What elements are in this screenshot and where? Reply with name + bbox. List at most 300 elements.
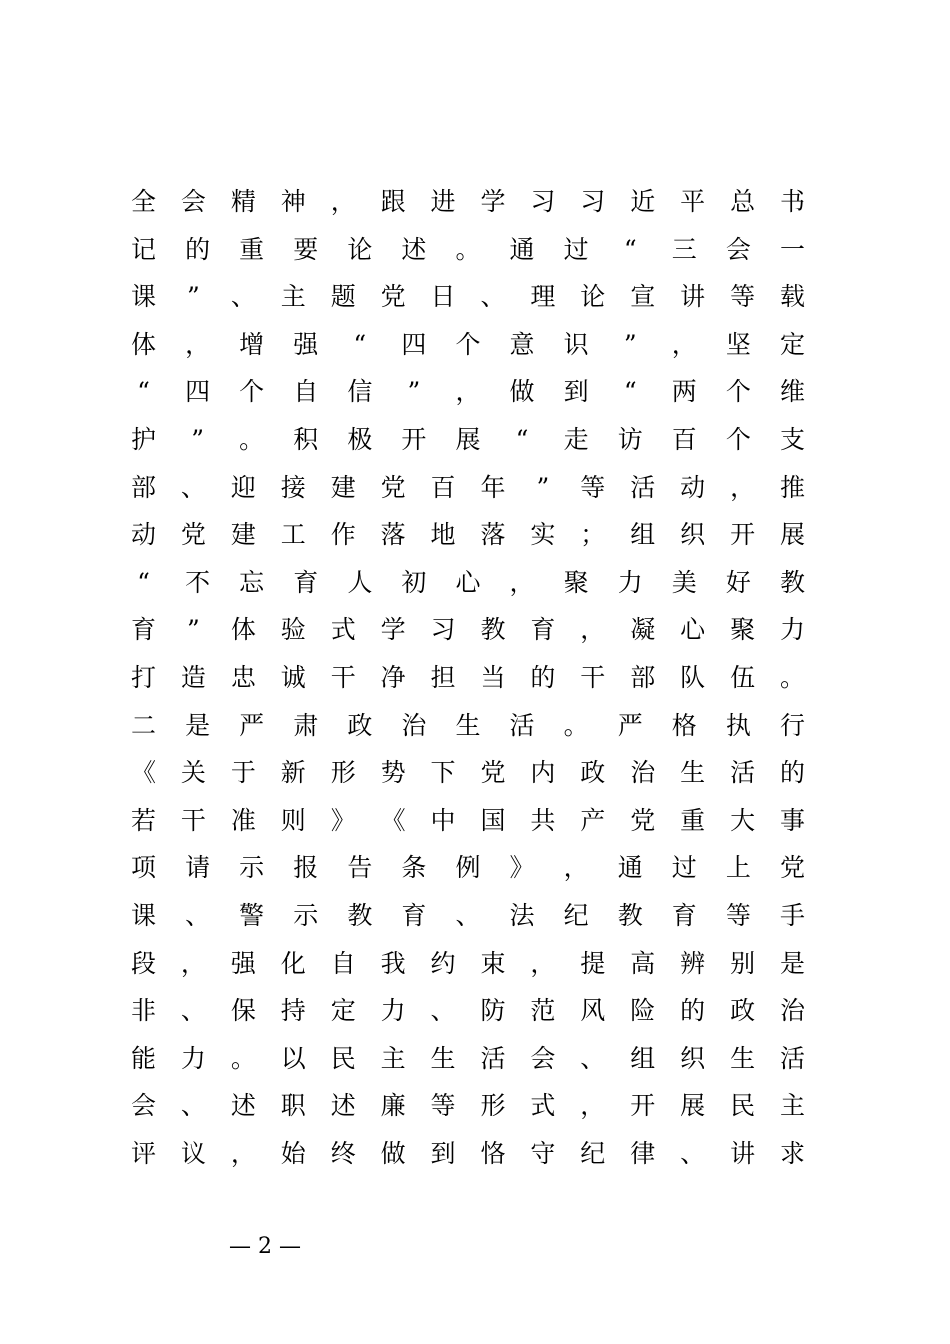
body-text [131,178,805,1177]
text-char: 式 [530,1091,556,1121]
text-char: 等 [430,1091,456,1121]
text-line [131,749,805,797]
text-char: 段 [131,948,157,978]
text-char: 四 [401,329,427,359]
text-char: 示 [293,900,319,930]
text-char: 论 [347,234,373,264]
text-char: 政 [580,758,606,788]
text-char: 项 [131,853,157,883]
text-char: 。 [455,234,481,264]
text-char: 两 [671,377,697,407]
text-char: 事 [779,805,805,835]
text-char: 、 [455,900,481,930]
text-char: 强 [293,329,319,359]
text-line [131,511,805,559]
text-char: 民 [330,1043,356,1073]
text-char: 教 [617,900,643,930]
text-char: 约 [430,948,456,978]
text-line [131,606,805,654]
text-char: 关 [180,758,206,788]
text-char: 访 [617,424,643,454]
text-char: 初 [401,567,427,597]
text-char: 干 [580,662,606,692]
text-char: 育 [401,900,427,930]
text-char: 自 [330,948,356,978]
text-char: 教 [347,900,373,930]
text-char: 通 [617,853,643,883]
text-char: 走 [563,424,589,454]
text-char: 要 [293,234,319,264]
text-char: 形 [480,1091,506,1121]
text-char: 组 [630,520,656,550]
text-char: 建 [230,520,256,550]
text-char: 净 [380,662,406,692]
text-char: 识 [563,329,589,359]
text-char: 三 [671,234,697,264]
text-char: 下 [430,758,456,788]
text-char: 中 [430,805,456,835]
text-char: 个 [725,424,751,454]
text-char: 支 [779,424,805,454]
text-char: 》 [330,805,356,835]
text-char: 险 [630,996,656,1026]
text-char: 条 [401,853,427,883]
text-char: 一 [779,234,805,264]
text-char: 聚 [730,615,756,645]
text-char: 展 [455,424,481,454]
text-char: 纪 [563,900,589,930]
text-char: 形 [330,758,356,788]
text-char: 体 [230,615,256,645]
text-char: 告 [347,853,373,883]
text-line [131,559,805,607]
text-char: 治 [779,996,805,1026]
text-char: 力 [180,1043,206,1073]
text-char: 国 [480,805,506,835]
text-char: “ [137,377,150,407]
text-char: 全 [131,187,157,216]
text-line [131,416,805,464]
text-char: 。 [239,424,265,454]
text-char: 习 [430,615,456,645]
text-char: 干 [180,805,206,835]
text-char: 组 [630,1043,656,1073]
text-char: 非 [131,996,157,1026]
text-char: 议 [180,1138,206,1168]
text-char: 范 [530,996,556,1026]
text-char: 自 [293,377,319,407]
text-char: 内 [530,758,556,788]
text-char: 做 [509,377,535,407]
text-char: 终 [330,1138,356,1168]
text-char: 开 [401,424,427,454]
text-char: 活 [779,1043,805,1073]
text-char: 我 [380,948,406,978]
text-char: 力 [779,615,805,645]
text-char: 定 [779,329,805,359]
text-char: 育 [530,615,556,645]
text-char: 总 [730,187,756,216]
text-char: 肃 [293,710,319,740]
text-char: 部 [131,472,157,502]
text-char: ” [187,282,200,312]
text-char: 持 [280,996,306,1026]
text-char: 宣 [630,282,656,312]
text-char: 评 [131,1138,157,1168]
text-char: 担 [430,662,456,692]
text-char: 行 [779,710,805,740]
text-char: 生 [730,1043,756,1073]
text-char: 展 [680,1091,706,1121]
text-char: 生 [455,710,481,740]
text-char: 高 [630,948,656,978]
text-char: 律 [630,1138,656,1168]
text-char: 美 [671,567,697,597]
text-char: 增 [239,329,265,359]
text-char: 会 [180,187,206,216]
text-char: 动 [680,472,706,502]
text-char: 若 [131,805,157,835]
text-char: 警 [239,900,265,930]
text-char: 的 [530,662,556,692]
text-char: 风 [580,996,606,1026]
text-char: 课 [131,900,157,930]
text-char: 的 [185,234,211,264]
text-char: 近 [630,187,656,216]
text-line [131,892,805,940]
text-char: 开 [730,520,756,550]
text-char: 凝 [630,615,656,645]
text-char: 学 [480,187,506,216]
text-line [131,368,805,416]
text-char: 人 [347,567,373,597]
text-char: 部 [630,662,656,692]
text-char: 党 [480,758,506,788]
text-char: 、 [180,996,206,1026]
text-char: ， [180,948,206,978]
text-char: 治 [630,758,656,788]
text-char: ， [530,948,556,978]
text-char: 求 [779,1138,805,1168]
text-char: 讲 [680,282,706,312]
text-line [131,702,805,750]
text-char: 跟 [380,187,406,216]
text-char: 地 [430,520,456,550]
text-char: 织 [680,520,706,550]
text-char: 教 [480,615,506,645]
text-line [131,797,805,845]
text-char: 党 [630,805,656,835]
text-char: ， [330,187,356,216]
text-char: 是 [185,710,211,740]
text-char: 建 [330,472,356,502]
text-char: 落 [380,520,406,550]
text-char: 不 [185,567,211,597]
text-char: 干 [330,662,356,692]
text-char: 《 [380,805,406,835]
text-char: 、 [180,472,206,502]
text-char: 极 [347,424,373,454]
text-char: 接 [280,472,306,502]
text-char: 会 [530,1043,556,1073]
text-char: 习 [530,187,556,216]
text-char: 党 [380,472,406,502]
text-char: 护 [131,424,157,454]
text-char: 述 [401,234,427,264]
text-char: 执 [725,710,751,740]
text-char: 手 [779,900,805,930]
text-char: 的 [680,996,706,1026]
text-char: 例 [455,853,481,883]
text-char: 是 [779,948,805,978]
text-char: 忘 [239,567,265,597]
text-char: 主 [280,282,306,312]
text-char: 作 [330,520,356,550]
text-char: 学 [380,615,406,645]
text-char: ” [536,472,550,502]
text-char: 保 [230,996,256,1026]
text-char: 主 [779,1091,805,1121]
text-char: 过 [563,234,589,264]
text-char: 势 [380,758,406,788]
text-char: 新 [280,758,306,788]
text-char: 》 [509,853,535,883]
text-char: 主 [380,1043,406,1073]
text-char: 述 [330,1091,356,1121]
text-char: ， [185,329,211,359]
text-char: 请 [185,853,211,883]
text-char: 严 [617,710,643,740]
text-line [131,464,805,512]
text-char: 积 [293,424,319,454]
text-char: 、 [480,282,506,312]
text-char: 平 [680,187,706,216]
text-char: ， [730,472,756,502]
text-char: 。 [563,710,589,740]
text-char: 上 [725,853,751,883]
text-char: 推 [779,472,805,502]
text-char: ” [407,377,421,407]
text-char: 辨 [680,948,706,978]
text-char: 育 [131,615,157,645]
text-char: 题 [330,282,356,312]
text-char: ； [580,520,606,550]
text-char: 记 [131,234,157,264]
text-char: 等 [730,282,756,312]
text-char: ， [230,1138,256,1168]
text-char: 个 [725,377,751,407]
text-char: ” [187,615,200,645]
text-char: 动 [131,520,157,550]
text-char: 党 [779,853,805,883]
text-char: 神 [280,187,306,216]
text-char: 维 [779,377,805,407]
text-char: “ [623,234,637,264]
text-char: 打 [131,662,157,692]
text-char: 教 [779,567,805,597]
text-char: 队 [680,662,706,692]
text-char: 当 [480,662,506,692]
text-char: 日 [430,282,456,312]
text-line [131,844,805,892]
text-char: 则 [280,805,306,835]
text-char: 守 [530,1138,556,1168]
text-char: 、 [680,1138,706,1168]
text-char: 活 [480,1043,506,1073]
text-char: 式 [330,615,356,645]
text-char: 到 [430,1138,456,1168]
text-line [131,654,805,702]
text-line [131,1130,805,1178]
page-number: — 2 — [229,1234,301,1259]
text-char: 通 [509,234,535,264]
text-char: 论 [580,282,606,312]
text-char: 迎 [230,472,256,502]
text-char: 民 [730,1091,756,1121]
text-char: 进 [430,187,456,216]
text-char: 伍 [730,662,756,692]
text-char: 体 [131,329,157,359]
text-char: 活 [509,710,535,740]
text-char: “ [623,377,637,407]
text-char: 别 [730,948,756,978]
text-char: 防 [480,996,506,1026]
text-char: 生 [680,758,706,788]
text-char: 理 [530,282,556,312]
text-char: 治 [401,710,427,740]
text-char: 、 [185,900,211,930]
text-char: 讲 [730,1138,756,1168]
text-char: 党 [380,282,406,312]
text-char: 。 [779,662,805,692]
text-line [131,987,805,1035]
text-char: 心 [455,567,481,597]
text-char: ， [580,1091,606,1121]
text-char: 能 [131,1043,157,1073]
text-char: “ [137,567,150,597]
text-line [131,321,805,369]
text-char: 诚 [280,662,306,692]
text-char: 政 [730,996,756,1026]
text-char: 力 [617,567,643,597]
text-char: 精 [230,187,256,216]
text-char: ， [509,567,535,597]
text-line [131,1035,805,1083]
text-char: “ [515,424,529,454]
text-char: 法 [509,900,535,930]
text-char: 的 [779,758,805,788]
text-char: 始 [280,1138,306,1168]
text-char: 格 [671,710,697,740]
text-char: 开 [630,1091,656,1121]
text-char: 过 [671,853,697,883]
text-char: 个 [455,329,481,359]
text-char: 述 [230,1091,256,1121]
text-char: 报 [293,853,319,883]
text-char: 会 [131,1091,157,1121]
text-char: 。 [230,1043,256,1073]
text-char: 四 [185,377,211,407]
text-char: ” [623,329,637,359]
text-char: 百 [671,424,697,454]
text-char: 以 [280,1043,306,1073]
text-char: 坚 [725,329,751,359]
text-char: 力 [380,996,406,1026]
text-char: ” [191,424,204,454]
text-char: 党 [180,520,206,550]
text-char: 、 [580,1043,606,1073]
text-char: ， [455,377,481,407]
text-line [131,273,805,321]
text-char: 提 [580,948,606,978]
text-char: 到 [563,377,589,407]
text-char: 、 [230,282,256,312]
text-char: 忠 [230,662,256,692]
text-char: 做 [380,1138,406,1168]
text-char: 织 [680,1043,706,1073]
text-char: 百 [430,472,456,502]
text-char: 育 [671,900,697,930]
text-char: 严 [239,710,265,740]
text-line [131,226,805,274]
text-char: 、 [430,996,456,1026]
text-char: 政 [347,710,373,740]
text-char: 二 [131,710,157,740]
text-char: 准 [230,805,256,835]
text-char: 产 [580,805,606,835]
text-char: 聚 [563,567,589,597]
text-char: 年 [480,472,506,502]
text-char: 束 [480,948,506,978]
text-char: 个 [239,377,265,407]
text-char: 纪 [580,1138,606,1168]
text-char: “ [353,329,367,359]
text-char: ， [671,329,697,359]
text-char: 重 [239,234,265,264]
text-char: 意 [509,329,535,359]
text-char: 化 [280,948,306,978]
text-char: 重 [680,805,706,835]
text-char: 验 [280,615,306,645]
text-line [131,178,805,226]
text-char: 载 [779,282,805,312]
text-char: 育 [293,567,319,597]
text-char: 《 [131,758,157,788]
text-char: 落 [480,520,506,550]
text-char: 大 [730,805,756,835]
text-char: 展 [779,520,805,550]
text-char: 职 [280,1091,306,1121]
text-line [131,940,805,988]
text-char: 活 [730,758,756,788]
text-char: 书 [779,187,805,216]
text-char: 课 [131,282,157,312]
text-char: 恪 [480,1138,506,1168]
text-char: 活 [630,472,656,502]
text-char: 强 [230,948,256,978]
text-char: ， [563,853,589,883]
text-char: 等 [725,900,751,930]
text-char: 会 [725,234,751,264]
text-char: 示 [239,853,265,883]
text-char: 心 [680,615,706,645]
text-char: 定 [330,996,356,1026]
text-char: 共 [530,805,556,835]
text-char: ， [580,615,606,645]
text-char: 生 [430,1043,456,1073]
text-char: 习 [580,187,606,216]
text-char: 造 [180,662,206,692]
